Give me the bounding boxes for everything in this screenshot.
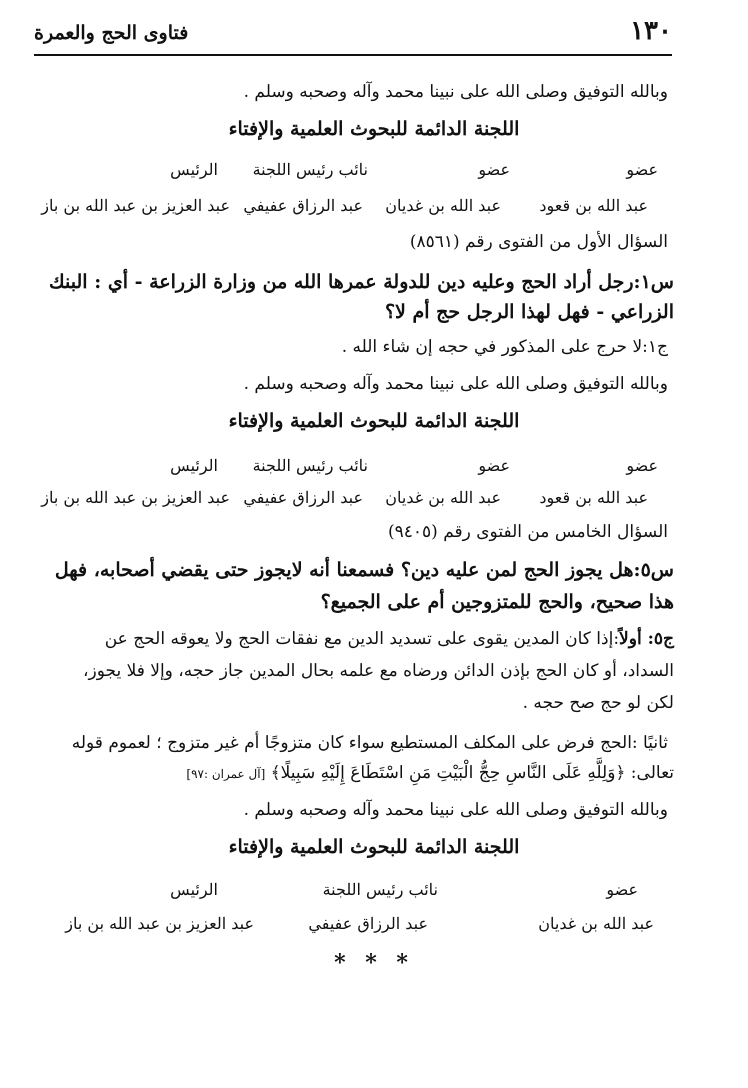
- page-number: ١٣٠: [630, 16, 672, 46]
- signatory-name: عبد العزيز بن عبد الله بن باز: [41, 196, 230, 215]
- signatory-name: عبد العزيز بن عبد الله بن باز: [41, 488, 230, 507]
- question-text: هذا صحيح، والحج للمتزوجين أم على الجميع؟: [320, 591, 674, 613]
- signatory-name: عبد الرزاق عفيفي: [308, 914, 428, 933]
- fatwa-source: السؤال الأول من الفتوى رقم (٨٥٦١): [409, 232, 668, 252]
- book-title: فتاوى الحج والعمرة: [34, 22, 189, 44]
- role-deputy: نائب رئيس اللجنة: [322, 880, 438, 899]
- role-member: عضو: [626, 160, 658, 179]
- answer-text: السداد، أو كان الحج بإذن الدائن ورضاه مع علمه بحال المدين جاز حجه، وإلا فلا يجوز،: [83, 661, 674, 681]
- signatory-name: عبد الله بن غديان: [385, 196, 501, 215]
- fatwa-source: السؤال الخامس من الفتوى رقم (٩٤٠٥): [387, 522, 668, 542]
- answer-text: ثانيًا :الحج فرض على المكلف المستطيع سواء كان متزوجًا أم غير متزوج ؛ لعموم قوله: [71, 733, 668, 753]
- answer-body: :إذا كان المدين يقوى على تسديد الدين مع نفقات الحج ولا يعوقه الحج عن: [104, 629, 620, 649]
- role-chair: الرئيس: [170, 456, 218, 475]
- signatory-name: عبد العزيز بن عبد الله بن باز: [65, 914, 254, 933]
- answer-text: [105, 624, 674, 654]
- role-member: عضو: [626, 456, 658, 475]
- role-deputy: نائب رئيس اللجنة: [252, 456, 368, 475]
- quran-verse-line: [186, 758, 674, 789]
- role-member: عضو: [606, 880, 638, 899]
- role-member: عضو: [478, 456, 510, 475]
- signatory-name: عبد الله بن غديان: [538, 914, 654, 933]
- signatory-name: عبد الرزاق عفيفي: [243, 488, 363, 507]
- committee-title: اللجنة الدائمة للبحوث العلمية والإفتاء: [228, 118, 520, 140]
- answer-text: ج١:لا حرج على المذكور في حجه إن شاء الله .: [341, 337, 668, 357]
- closing-line: وبالله التوفيق وصلى الله على نبينا محمد وآله وصحبه وسلم .: [243, 82, 668, 102]
- closing-line: وبالله التوفيق وصلى الله على نبينا محمد وآله وصحبه وسلم .: [243, 374, 668, 394]
- committee-title: اللجنة الدائمة للبحوث العلمية والإفتاء: [228, 836, 520, 858]
- role-chair: الرئيس: [170, 880, 218, 899]
- signatory-name: عبد الله بن قعود: [539, 488, 648, 507]
- page-header: [34, 14, 672, 56]
- quran-verse: تعالى: ﴿وَلِلَّهِ عَلَى النَّاسِ حِجُّ الْبَيْتِ مَنِ اسْتَطَاعَ إِلَيْهِ سَبِيلًا﴾: [270, 763, 674, 783]
- role-chair: الرئيس: [170, 160, 218, 179]
- committee-title: اللجنة الدائمة للبحوث العلمية والإفتاء: [228, 410, 520, 432]
- signatory-name: عبد الرزاق عفيفي: [243, 196, 363, 215]
- question-text: س٥:هل يجوز الحج لمن عليه دين؟ فسمعنا أنه لايجوز حتى يقضي أصحابه، فهل: [54, 559, 674, 581]
- closing-line: وبالله التوفيق وصلى الله على نبينا محمد وآله وصحبه وسلم .: [243, 800, 668, 820]
- answer-label: ج٥: أولاً: [619, 629, 674, 649]
- question-text: الزراعي - فهل لهذا الرجل حج أم لا؟: [384, 301, 674, 323]
- quran-reference: [آل عمران :٩٧]: [186, 767, 266, 781]
- answer-text: لكن لو حج صح حجه .: [522, 693, 674, 713]
- signatory-name: عبد الله بن قعود: [539, 196, 648, 215]
- role-deputy: نائب رئيس اللجنة: [252, 160, 368, 179]
- role-member: عضو: [478, 160, 510, 179]
- question-text: س١:رجل أراد الحج وعليه دين للدولة عمرها الله من وزارة الزراعة - أي : البنك: [49, 271, 674, 293]
- section-separator: * * *: [334, 950, 414, 976]
- signatory-name: عبد الله بن غديان: [385, 488, 501, 507]
